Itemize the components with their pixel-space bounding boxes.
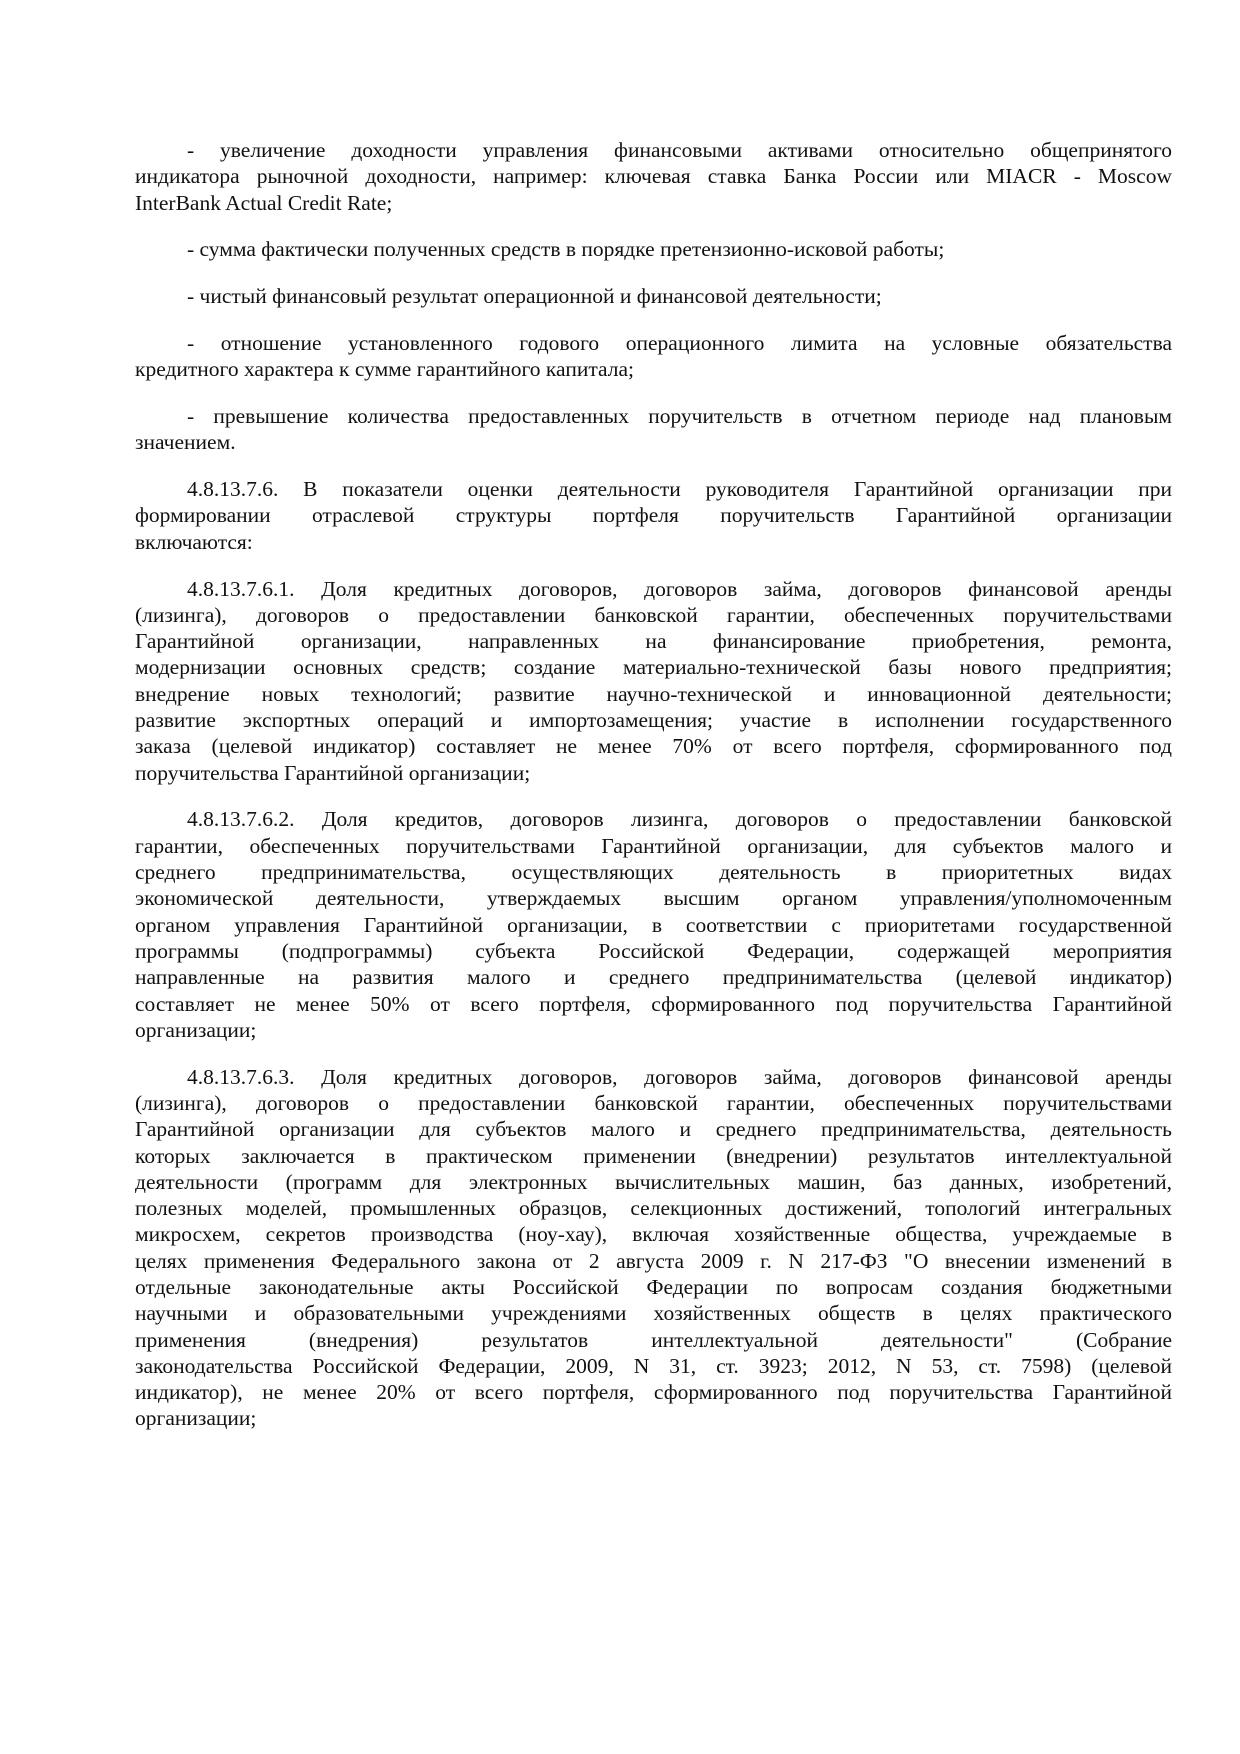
- text-line: направленные на развития малого и среднего предпринимательства (целевой индикатор): [135, 965, 1172, 990]
- text-line: формировании отраслевой структуры портфеля поручительств Гарантийной организации: [135, 503, 1172, 528]
- text-line: экономической деятельности, утверждаемых высшим органом управления/уполномоченным: [135, 886, 1172, 911]
- paragraph: [135, 137, 1172, 216]
- text-line: (лизинга), договоров о предоставлении банковской гарантии, обеспеченных поручительствами: [135, 602, 1172, 627]
- text-line: кредитного характера к сумме гарантийного капитала;: [135, 357, 634, 382]
- paragraph: [135, 476, 1172, 555]
- paragraph: [135, 403, 1172, 456]
- text-line: индикатора рыночной доходности, например: ключевая ставка Банка России или MIACR - Moscow: [135, 164, 1172, 189]
- text-line: деятельности (программ для электронных вычислительных машин, баз данных, изобретений,: [135, 1169, 1172, 1194]
- text-line: организации;: [135, 1406, 257, 1431]
- paragraph: [135, 1064, 1172, 1432]
- text-line: - чистый финансовый результат операционной и финансовой деятельности;: [187, 284, 882, 309]
- text-line: законодательства Российской Федерации, 2009, N 31, ст. 3923; 2012, N 53, ст. 7598) (целевой: [135, 1353, 1172, 1378]
- paragraph: [135, 806, 1172, 1043]
- text-line: 4.8.13.7.6.2. Доля кредитов, договоров лизинга, договоров о предоставлении банковской: [187, 807, 1172, 832]
- text-line: программы (подпрограммы) субъекта Российской Федерации, содержащей мероприятия: [135, 938, 1172, 963]
- text-line: применения (внедрения) результатов интеллектуальной деятельности" (Собрание: [135, 1327, 1172, 1352]
- text-line: значением.: [135, 430, 236, 455]
- text-line: - сумма фактически полученных средств в порядке претензионно-исковой работы;: [187, 237, 945, 262]
- text-line: составляет не менее 50% от всего портфеля, сформированного под поручительства Гарантийной: [135, 991, 1172, 1016]
- text-line: внедрение новых технологий; развитие научно-технической и инновационной деятельности;: [135, 681, 1172, 706]
- text-line: заказа (целевой индикатор) составляет не менее 70% от всего портфеля, сформированного под: [135, 734, 1172, 759]
- text-line: отдельные законодательные акты Российской Федерации по вопросам создания бюджетными: [135, 1274, 1172, 1299]
- text-line: среднего предпринимательства, осуществляющих деятельность в приоритетных видах: [135, 860, 1172, 885]
- text-line: научными и образовательными учреждениями хозяйственных обществ в целях практического: [135, 1301, 1172, 1326]
- text-line: 4.8.13.7.6. В показатели оценки деятельности руководителя Гарантийной организации при: [187, 477, 1172, 502]
- text-line: целях применения Федерального закона от 2 августа 2009 г. N 217-ФЗ "О внесении изменений в: [135, 1248, 1172, 1273]
- text-line: индикатор), не менее 20% от всего портфеля, сформированного под поручительства Гарантийной: [135, 1380, 1172, 1405]
- text-line: 4.8.13.7.6.3. Доля кредитных договоров, договоров займа, договоров финансовой аренды: [187, 1064, 1172, 1089]
- text-line: органом управления Гарантийной организации, в соответствии с приоритетами государственной: [135, 912, 1172, 937]
- paragraph: [135, 236, 1172, 262]
- paragraph: [135, 330, 1172, 383]
- text-line: гарантии, обеспеченных поручительствами Гарантийной организации, для субъектов малого и: [135, 833, 1172, 858]
- text-line: - увеличение доходности управления финансовыми активами относительно общепринятого: [187, 138, 1172, 162]
- paragraph: [135, 576, 1172, 786]
- text-line: - превышение количества предоставленных поручительств в отчетном периоде над плановым: [187, 404, 1172, 429]
- text-line: модернизации основных средств; создание материально-технической базы нового предприятия;: [135, 655, 1172, 680]
- text-line: полезных моделей, промышленных образцов, селекционных достижений, топологий интегральных: [135, 1196, 1172, 1221]
- text-line: развитие экспортных операций и импортозамещения; участие в исполнении государственного: [135, 708, 1172, 733]
- text-line: Гарантийной организации, направленных на финансирование приобретения, ремонта,: [135, 629, 1172, 654]
- text-line: (лизинга), договоров о предоставлении банковской гарантии, обеспеченных поручительствами: [135, 1090, 1172, 1115]
- paragraph: [135, 283, 1172, 309]
- text-line: поручительства Гарантийной организации;: [135, 760, 531, 785]
- text-line: которых заключается в практическом применении (внедрении) результатов интеллектуальной: [135, 1143, 1172, 1168]
- text-line: организации;: [135, 1017, 257, 1042]
- text-line: InterBank Actual Credit Rate;: [135, 190, 393, 215]
- text-line: 4.8.13.7.6.1. Доля кредитных договоров, договоров займа, договоров финансовой аренды: [187, 576, 1172, 601]
- document-page: [135, 137, 1172, 1452]
- text-line: Гарантийной организации для субъектов малого и среднего предпринимательства, деятельность: [135, 1117, 1172, 1142]
- text-line: микросхем, секретов производства (ноу-хау), включая хозяйственные общества, учреждаемые в: [135, 1222, 1172, 1247]
- text-line: - отношение установленного годового операционного лимита на условные обязательства: [187, 330, 1172, 355]
- text-line: включаются:: [135, 529, 253, 554]
